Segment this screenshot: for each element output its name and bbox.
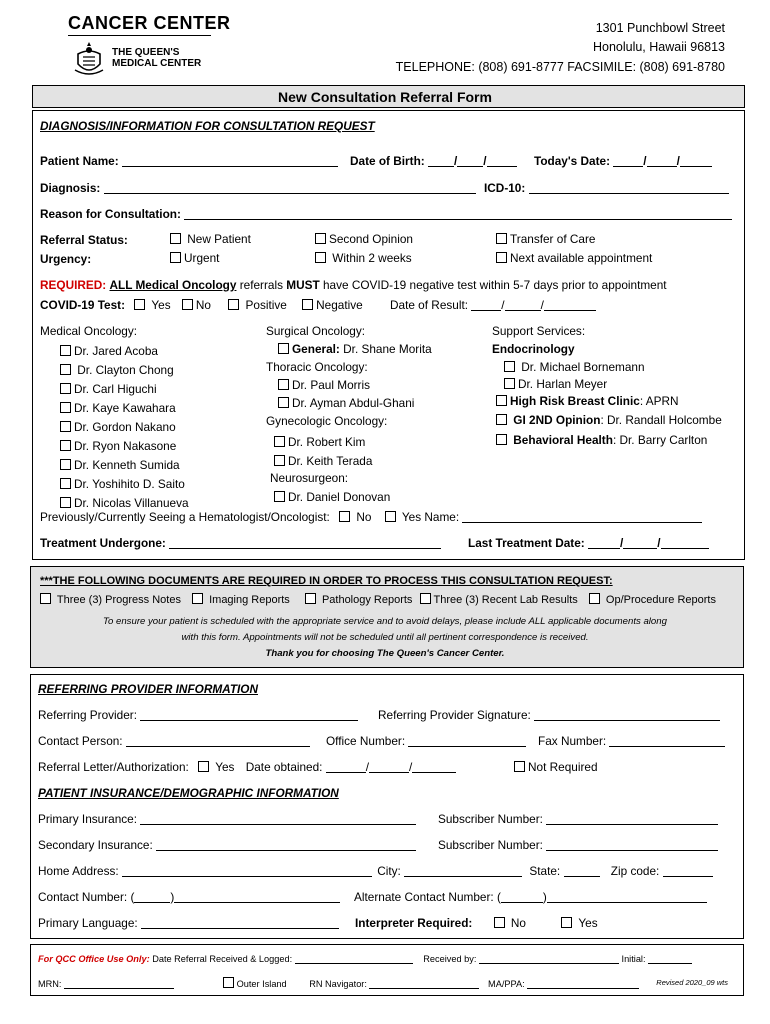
- covid-negative-label: Negative: [316, 298, 363, 312]
- signature-field[interactable]: [534, 709, 720, 721]
- medical-item[interactable]: [60, 456, 189, 475]
- medical-item[interactable]: [60, 437, 189, 456]
- form-title: New Consultation Referral Form: [278, 89, 492, 105]
- last-month-field[interactable]: [588, 537, 620, 549]
- referring-provider-row: [38, 708, 358, 722]
- interpreter-yes-label: Yes: [578, 916, 598, 930]
- secondary-subscriber-label: Subscriber Number:: [438, 838, 543, 852]
- required-mid: referrals: [236, 278, 287, 292]
- contact-person-field[interactable]: [126, 735, 310, 747]
- doc-label: Three (3) Recent Lab Results: [433, 594, 578, 606]
- insurance-heading: PATIENT INSURANCE/DEMOGRAPHIC INFORMATION: [38, 786, 339, 800]
- today-row: Today's Date: / /: [534, 154, 712, 168]
- doc-label: Pathology Reports: [321, 594, 413, 606]
- covid-positive-checkbox[interactable]: [228, 299, 239, 310]
- medical-item[interactable]: [60, 342, 189, 361]
- contact-number-row: Contact Number: ( ): [38, 890, 340, 904]
- medical-item[interactable]: [60, 361, 189, 380]
- medical-item[interactable]: [60, 399, 189, 418]
- date-result-label: Date of Result:: [389, 298, 469, 312]
- result-day-field[interactable]: [505, 299, 541, 311]
- breast-item[interactable]: [496, 394, 679, 408]
- alt-area-field[interactable]: [501, 891, 543, 903]
- obtained-year-field[interactable]: [412, 761, 456, 773]
- general-label: General:: [292, 342, 340, 356]
- today-month-field[interactable]: [613, 155, 643, 167]
- hem-no-checkbox[interactable]: [339, 511, 350, 522]
- general-item[interactable]: [278, 342, 432, 356]
- breast-label: High Risk Breast Clinic: [510, 394, 640, 408]
- logo-rule: [68, 35, 211, 36]
- provider-name: Dr. Carl Higuchi: [74, 382, 157, 396]
- signature-label: Referring Provider Signature:: [378, 708, 531, 722]
- obtained-day-field[interactable]: [369, 761, 409, 773]
- received-by-label: Received by:: [423, 954, 477, 964]
- covid-no-label: No: [195, 298, 211, 312]
- date-received-label: Date Referral Received & Logged:: [149, 954, 293, 964]
- reason-row: [40, 207, 732, 221]
- primary-subscriber-label: Subscriber Number:: [438, 812, 543, 826]
- endo-checkbox[interactable]: [504, 361, 515, 372]
- secondary-subscriber-row: [438, 838, 718, 852]
- contact-area-field[interactable]: [134, 891, 170, 903]
- city-field[interactable]: [404, 865, 522, 877]
- urgency-label: Urgency:: [40, 252, 92, 266]
- general-checkbox[interactable]: [278, 343, 289, 354]
- documents-thanks: Thank you for choosing The Queen's Cancer Center.: [265, 648, 505, 659]
- outer-island-checkbox[interactable]: [223, 977, 234, 988]
- hem-row: [40, 510, 702, 524]
- diagnosis-label: Diagnosis:: [40, 181, 101, 195]
- dob-row: Date of Birth: / /: [350, 154, 517, 168]
- today-label: Today's Date:: [534, 154, 611, 168]
- hem-name-field[interactable]: [462, 511, 702, 523]
- icd-field[interactable]: [529, 182, 729, 194]
- language-label: Primary Language:: [38, 916, 138, 930]
- behavioral-item[interactable]: [496, 433, 707, 447]
- primary-insurance-row: [38, 812, 416, 826]
- general-name: Dr. Shane Morita: [339, 342, 432, 356]
- doc-label: Op/Procedure Reports: [605, 594, 716, 606]
- thoracic-checkbox[interactable]: [278, 397, 289, 408]
- last-treatment-label: Last Treatment Date:: [468, 536, 585, 550]
- second-opinion-option[interactable]: [315, 232, 413, 246]
- doc-checkbox[interactable]: [589, 593, 600, 604]
- provider-name: Dr. Keith Terada: [288, 454, 373, 468]
- obtained-month-field[interactable]: [326, 761, 366, 773]
- referring-provider-label: Referring Provider:: [38, 708, 138, 722]
- behavioral-label: Behavioral Health: [513, 433, 613, 447]
- thoracic-checkbox[interactable]: [278, 379, 289, 390]
- office-number-row: [326, 734, 526, 748]
- hem-label: Previously/Currently Seeing a Hematologist/Oncologist:: [40, 510, 330, 524]
- documents-heading: ***THE FOLLOWING DOCUMENTS ARE REQUIRED IN ORDER TO PROCESS THIS CONSULTATION REQUEST:: [40, 575, 613, 587]
- alt-contact-row: Alternate Contact Number: ( ): [354, 890, 707, 904]
- surgical-oncology-heading: Surgical Oncology:: [266, 324, 366, 338]
- second-opinion-checkbox[interactable]: [315, 233, 326, 244]
- referral-status-label: Referral Status:: [40, 233, 128, 247]
- contact-line: TELEPHONE: (808) 691-8777 FACSIMILE: (808) 691-8780: [395, 60, 725, 74]
- primary-insurance-field[interactable]: [140, 813, 416, 825]
- medical-item[interactable]: [60, 418, 189, 437]
- neuro-item[interactable]: [274, 490, 390, 504]
- city-label: City:: [377, 864, 401, 878]
- address-label: Home Address:: [38, 864, 119, 878]
- interpreter-row: [355, 916, 598, 930]
- doc-checkbox[interactable]: [420, 593, 431, 604]
- queens-crest-icon: [72, 40, 106, 78]
- within2-checkbox[interactable]: [315, 252, 326, 263]
- ma-ppa-label: MA/PPA:: [488, 979, 525, 989]
- within2-option[interactable]: [315, 251, 412, 265]
- next-avail-label: Next available appointment: [510, 251, 653, 265]
- last-day-field[interactable]: [623, 537, 657, 549]
- outer-island-label: Outer Island: [236, 979, 287, 989]
- medical-checkbox[interactable]: [60, 402, 71, 413]
- medical-checkbox[interactable]: [60, 478, 71, 489]
- patient-name-row: [40, 154, 338, 168]
- diagnosis-field[interactable]: [104, 182, 476, 194]
- icd-label: ICD-10:: [484, 181, 526, 195]
- reason-field[interactable]: [184, 208, 732, 220]
- medical-item[interactable]: [60, 475, 189, 494]
- initial-field[interactable]: [648, 954, 692, 964]
- secondary-subscriber-field[interactable]: [546, 839, 718, 851]
- provider-name: Dr. Harlan Meyer: [518, 377, 608, 391]
- support-heading: Support Services:: [492, 324, 586, 338]
- gyn-heading: Gynecologic Oncology:: [266, 414, 388, 428]
- reason-label: Reason for Consultation:: [40, 207, 181, 221]
- transfer-label: Transfer of Care: [510, 232, 596, 246]
- gyn-list: [274, 433, 372, 471]
- doc-label: Three (3) Progress Notes: [56, 594, 181, 606]
- fax-number-row: [538, 734, 725, 748]
- treatment-row: [40, 536, 441, 550]
- logo-line1: THE QUEEN'S: [112, 47, 180, 58]
- provider-name: Dr. Jared Acoba: [74, 344, 158, 358]
- medical-checkbox[interactable]: [60, 497, 71, 508]
- today-day-field[interactable]: [647, 155, 677, 167]
- gyn-checkbox[interactable]: [274, 455, 285, 466]
- provider-name: Dr. Kaye Kawahara: [74, 401, 176, 415]
- covid-positive-label: Positive: [245, 298, 287, 312]
- covid-no-checkbox[interactable]: [182, 299, 193, 310]
- rn-nav-label: RN Navigator:: [309, 979, 367, 989]
- obtained-label: Date obtained:: [245, 760, 323, 774]
- transfer-checkbox[interactable]: [496, 233, 507, 244]
- new-patient-label: New Patient: [187, 232, 251, 246]
- treatment-field[interactable]: [169, 537, 441, 549]
- covid-yes-label: Yes: [151, 298, 171, 312]
- interpreter-yes-checkbox[interactable]: [561, 917, 572, 928]
- signature-row: [378, 708, 720, 722]
- state-field[interactable]: [564, 865, 600, 877]
- medical-checkbox[interactable]: [60, 421, 71, 432]
- address-line1: 1301 Punchbowl Street: [595, 21, 725, 35]
- provider-name: Dr. Paul Morris: [292, 378, 371, 392]
- required-must: MUST: [286, 278, 320, 292]
- hem-yes-label: Yes Name:: [401, 510, 460, 524]
- urgent-checkbox[interactable]: [170, 252, 181, 263]
- behavioral-checkbox[interactable]: [496, 434, 507, 445]
- letter-yes-label: Yes: [215, 760, 235, 774]
- icd-row: [484, 181, 729, 195]
- result-month-field[interactable]: [471, 299, 501, 311]
- gyn-checkbox[interactable]: [274, 436, 285, 447]
- required-notice: [40, 278, 667, 292]
- referring-provider-field[interactable]: [140, 709, 358, 721]
- neuro-checkbox[interactable]: [274, 491, 285, 502]
- medical-checkbox[interactable]: [60, 383, 71, 394]
- initial-label: Initial:: [621, 954, 646, 964]
- secondary-insurance-label: Secondary Insurance:: [38, 838, 153, 852]
- next-avail-checkbox[interactable]: [496, 252, 507, 263]
- rn-nav-field[interactable]: [369, 979, 479, 989]
- address-line2: Honolulu, Hawaii 96813: [592, 40, 725, 54]
- gyn-item[interactable]: [274, 452, 372, 471]
- doc-checkbox[interactable]: [305, 593, 316, 604]
- medical-checkbox[interactable]: [60, 440, 71, 451]
- second-opinion-label: Second Opinion: [329, 232, 413, 246]
- revised-note: Revised 2020_09 wts: [656, 978, 728, 987]
- received-by-field[interactable]: [479, 954, 619, 964]
- thoracic-list: [278, 376, 414, 412]
- diagnosis-heading: DIAGNOSIS/INFORMATION FOR CONSULTATION REQUEST: [40, 119, 375, 133]
- thoracic-item[interactable]: [278, 376, 414, 394]
- contact-number-label: Contact Number: (: [38, 890, 135, 904]
- today-year-field[interactable]: [680, 155, 712, 167]
- primary-subscriber-field[interactable]: [546, 813, 718, 825]
- dob-month-field[interactable]: [428, 155, 454, 167]
- not-required-label: Not Required: [528, 760, 598, 774]
- zip-field[interactable]: [663, 865, 713, 877]
- endo-item[interactable]: [504, 359, 645, 376]
- contact-person-label: Contact Person:: [38, 734, 123, 748]
- new-patient-checkbox[interactable]: [170, 233, 181, 244]
- gyn-item[interactable]: [274, 433, 372, 452]
- doc-label: Imaging Reports: [209, 594, 290, 606]
- neuro-heading: Neurosurgeon:: [270, 471, 349, 485]
- urgent-option[interactable]: [170, 251, 219, 265]
- documents-note2: with this form. Appointments will not be scheduled until all pertinent correspondence is received.: [181, 632, 589, 643]
- provider-name: Dr. Gordon Nakano: [74, 420, 176, 434]
- required-label: REQUIRED:: [40, 278, 107, 292]
- gi-name: : Dr. Randall Holcombe: [600, 413, 722, 427]
- letter-row: Referral Letter/Authorization: Yes Date obtained: / /: [38, 760, 456, 774]
- primary-subscriber-row: [438, 812, 718, 826]
- provider-name: Dr. Nicolas Villanueva: [74, 496, 189, 510]
- provider-name: Dr. Yoshihito D. Saito: [74, 477, 185, 491]
- breast-checkbox[interactable]: [496, 395, 507, 406]
- provider-name: Dr. Robert Kim: [288, 435, 366, 449]
- contact-number-field[interactable]: [174, 891, 340, 903]
- interpreter-no-checkbox[interactable]: [494, 917, 505, 928]
- office-use-label: For QCC Office Use Only:: [38, 954, 150, 964]
- documents-list: [40, 593, 716, 606]
- medical-oncology-list: [60, 342, 189, 513]
- hem-yes-checkbox[interactable]: [385, 511, 396, 522]
- medical-checkbox[interactable]: [60, 364, 71, 375]
- secondary-insurance-row: [38, 838, 416, 852]
- thoracic-item[interactable]: [278, 394, 414, 412]
- provider-name: Dr. Kenneth Sumida: [74, 458, 180, 472]
- endo-item[interactable]: [504, 376, 645, 393]
- language-row: [38, 916, 339, 930]
- not-required-checkbox[interactable]: [514, 761, 525, 772]
- urgent-label: Urgent: [184, 251, 220, 265]
- interpreter-no-label: No: [510, 916, 526, 930]
- secondary-insurance-field[interactable]: [156, 839, 416, 851]
- last-year-field[interactable]: [661, 537, 709, 549]
- gi-checkbox[interactable]: [496, 414, 507, 425]
- dob-label: Date of Birth:: [350, 154, 425, 168]
- medical-oncology-heading: Medical Oncology:: [40, 324, 138, 338]
- treatment-label: Treatment Undergone:: [40, 536, 166, 550]
- referring-heading: REFERRING PROVIDER INFORMATION: [38, 682, 258, 696]
- address-row: [38, 864, 713, 878]
- letter-yes-checkbox[interactable]: [198, 761, 209, 772]
- covid-yes-checkbox[interactable]: [134, 299, 145, 310]
- covid-negative-checkbox[interactable]: [302, 299, 313, 310]
- provider-name: Dr. Ryon Nakasone: [74, 439, 177, 453]
- medical-checkbox[interactable]: [60, 459, 71, 470]
- doc-checkbox[interactable]: [40, 593, 51, 604]
- state-label: State:: [529, 864, 561, 878]
- last-treatment-row: Last Treatment Date: / /: [468, 536, 709, 550]
- behavioral-name: : Dr. Barry Carlton: [612, 433, 708, 447]
- endo-list: [504, 359, 645, 393]
- provider-name: Dr. Michael Bornemann: [521, 360, 645, 374]
- gi-label: GI 2ND Opinion: [513, 413, 601, 427]
- provider-name: Dr. Ayman Abdul-Ghani: [292, 396, 415, 410]
- logo-top-text: CANCER CENTER: [68, 13, 231, 33]
- gi-item[interactable]: [496, 413, 722, 427]
- office-row2: [38, 977, 639, 989]
- provider-name: Dr. Clayton Chong: [77, 363, 174, 377]
- contact-person-row: [38, 734, 310, 748]
- covid-label: COVID-19 Test:: [40, 298, 125, 312]
- primary-insurance-label: Primary Insurance:: [38, 812, 137, 826]
- required-rest: have COVID-19 negative test within 5-7 days prior to appointment: [319, 278, 667, 292]
- dob-day-field[interactable]: [457, 155, 483, 167]
- office-row1: [38, 954, 692, 964]
- covid-row: COVID-19 Test: Yes No Positive Negative Date of Result: / /: [40, 298, 596, 312]
- provider-name: Dr. Daniel Donovan: [288, 490, 391, 504]
- dob-year-field[interactable]: [487, 155, 517, 167]
- language-field[interactable]: [141, 917, 339, 929]
- transfer-option[interactable]: [496, 232, 595, 246]
- endo-checkbox[interactable]: [504, 378, 515, 389]
- diagnosis-row: [40, 181, 476, 195]
- letter-label: Referral Letter/Authorization:: [38, 760, 189, 774]
- breast-name: : APRN: [639, 394, 679, 408]
- alt-contact-label: Alternate Contact Number: (: [354, 890, 501, 904]
- logo-line2: MEDICAL CENTER: [112, 58, 202, 69]
- endo-heading: Endocrinology: [492, 342, 575, 356]
- documents-note1: To ensure your patient is scheduled with the appropriate service and to avoid delays, please include ALL applicable documents along: [103, 616, 667, 627]
- patient-name-field[interactable]: [122, 155, 338, 167]
- within2-label: Within 2 weeks: [332, 251, 412, 265]
- office-number-label: Office Number:: [326, 734, 406, 748]
- patient-name-label: Patient Name:: [40, 154, 119, 168]
- next-avail-option[interactable]: [496, 251, 652, 265]
- fax-number-field[interactable]: [609, 735, 725, 747]
- date-received-field[interactable]: [295, 954, 413, 964]
- mrn-label: MRN:: [38, 979, 62, 989]
- ma-ppa-field[interactable]: [527, 979, 639, 989]
- interpreter-label: Interpreter Required:: [355, 916, 473, 930]
- thoracic-heading: Thoracic Oncology:: [266, 360, 368, 374]
- address-field[interactable]: [122, 865, 372, 877]
- required-all: ALL Medical Oncology: [109, 278, 237, 292]
- hem-no-label: No: [356, 510, 372, 524]
- fax-number-label: Fax Number:: [538, 734, 607, 748]
- mrn-field[interactable]: [64, 979, 174, 989]
- medical-checkbox[interactable]: [60, 345, 71, 356]
- medical-item[interactable]: [60, 380, 189, 399]
- result-year-field[interactable]: [544, 299, 596, 311]
- office-number-field[interactable]: [408, 735, 526, 747]
- not-required-option[interactable]: [514, 760, 598, 774]
- new-patient-option[interactable]: [170, 232, 251, 246]
- alt-number-field[interactable]: [547, 891, 707, 903]
- doc-checkbox[interactable]: [192, 593, 203, 604]
- zip-label: Zip code:: [610, 864, 660, 878]
